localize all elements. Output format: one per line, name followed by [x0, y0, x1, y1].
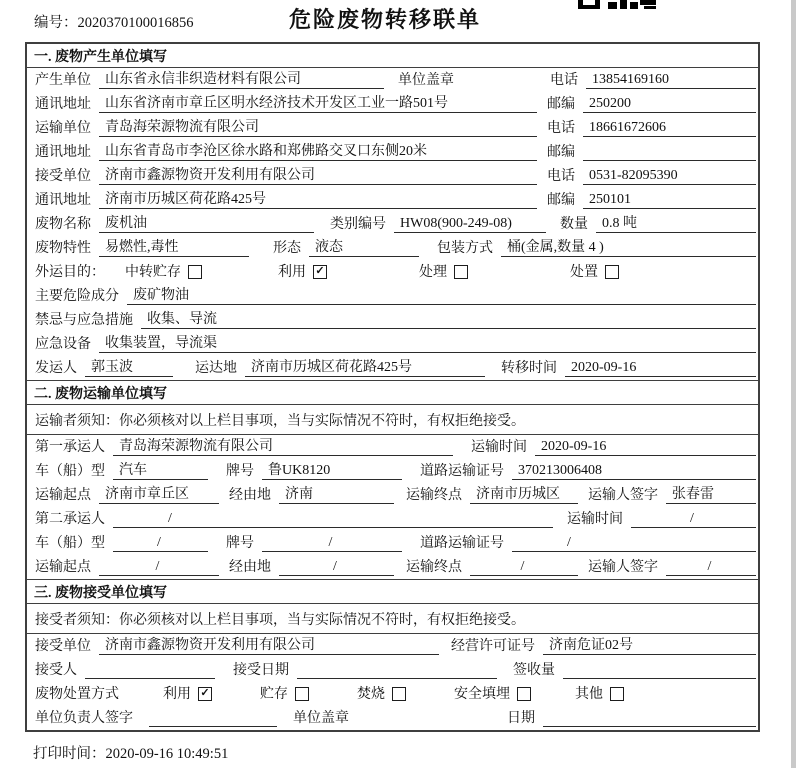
license-value: 济南危证02号: [543, 634, 756, 655]
waste-name-value: 废机油: [99, 212, 314, 233]
equipment-label: 应急设备: [35, 337, 91, 352]
destination-label: 运达地: [195, 361, 237, 376]
first-carrier-value: 青岛海荣源物流有限公司: [113, 435, 453, 456]
row-transporter: [27, 116, 758, 140]
hazard-label: 主要危险成分: [35, 289, 119, 304]
option-label: 利用: [278, 265, 306, 280]
carrier-sign-label: 运输人签字: [588, 488, 658, 503]
zip-label: 邮编: [547, 97, 575, 112]
checkbox-other: [610, 687, 624, 701]
responsible-sign-value: [149, 710, 277, 727]
unit-seal-label: 单位盖章: [293, 711, 349, 726]
checkbox-mark: ✓: [200, 687, 210, 699]
second-carrier-label: 第二承运人: [35, 512, 105, 527]
row-receiver-address: [27, 188, 758, 212]
phone-label: 电话: [550, 73, 578, 88]
category-code: HW08(900-249-08): [394, 216, 546, 233]
vehicle-type-value-2: /: [113, 535, 208, 552]
date-label: 日期: [507, 711, 535, 726]
row-disposal-method: [27, 682, 758, 706]
option-label: 处置: [570, 265, 598, 280]
producer-value: 山东省永信非织造材料有限公司: [99, 68, 384, 89]
route-start-label: 运输起点: [35, 560, 91, 575]
section-producer: [27, 44, 758, 380]
route-via-label: 经由地: [229, 488, 271, 503]
row-vehicle-2: [27, 531, 758, 555]
route-end-value-2: /: [470, 559, 578, 576]
transport-time-label: 运输时间: [471, 440, 527, 455]
option-label: 安全填埋: [454, 687, 510, 702]
transporter-label: 运输单位: [35, 121, 91, 136]
receiver-zip: 250101: [583, 192, 756, 209]
quantity-label: 数量: [560, 217, 588, 232]
row-receiver: [27, 164, 758, 188]
phone-label: 电话: [547, 169, 575, 184]
accept-unit-label: 接受单位: [35, 639, 91, 654]
checkbox-store: [295, 687, 309, 701]
disposal-option-landfill: [454, 683, 531, 703]
manifest-form: [25, 42, 760, 732]
receiver-value: 济南市鑫源物资开发利用有限公司: [99, 164, 537, 185]
emergency-label: 禁忌与应急措施: [35, 313, 133, 328]
signed-qty-value: [563, 662, 756, 679]
disposal-option-utilize: [163, 683, 212, 703]
vehicle-type-value: 汽车: [113, 459, 208, 480]
row-hazard-component: [27, 284, 758, 308]
receiver-address: 济南市历城区荷花路425号: [99, 188, 537, 209]
section-transport: [27, 380, 758, 579]
row-transporter-address: [27, 140, 758, 164]
accept-date-value: [297, 662, 497, 679]
row-emergency-equipment: [27, 332, 758, 356]
row-responsible-sign: [27, 706, 758, 730]
acceptor-label: 接受人: [35, 663, 77, 678]
address-label: 通讯地址: [35, 97, 91, 112]
checkbox-utilize: [198, 687, 212, 701]
waste-property-label: 废物特性: [35, 241, 91, 256]
route-via-value: 济南: [279, 483, 394, 504]
hazard-value: 废矿物油: [127, 284, 756, 305]
permit-label: 道路运输证号: [420, 536, 504, 551]
disposal-option-incinerate: [357, 683, 406, 703]
plate-value-2: /: [262, 535, 402, 552]
page-title: 危险废物转移联单: [288, 7, 481, 32]
plate-label: 牌号: [226, 464, 254, 479]
address-label: 通讯地址: [35, 145, 91, 160]
transport-notice: 运输者须知：你必须核对以上栏目事项，当与实际情况不符时，有权拒绝接受。: [27, 405, 758, 435]
section-receiver: [27, 579, 758, 730]
producer-label: 产生单位: [35, 73, 91, 88]
section-producer-title: 一. 废物产生单位填写: [27, 44, 758, 68]
waste-property-value: 易燃性,毒性: [99, 236, 249, 257]
transporter-address: 山东省青岛市李沧区徐水路和郑佛路交叉口东侧20米: [99, 140, 537, 161]
route-end-value: 济南市历城区: [470, 483, 578, 504]
sender-value: 郭玉波: [85, 356, 173, 377]
license-label: 经营许可证号: [451, 639, 535, 654]
date-value: [543, 710, 756, 727]
serial-label: 编号：: [34, 15, 78, 31]
second-carrier-value: /: [113, 511, 553, 528]
packaging-label: 包装方式: [437, 241, 493, 256]
checkbox-mark: ✓: [315, 265, 325, 277]
option-label: 贮存: [260, 687, 288, 702]
checkbox-landfill: [517, 687, 531, 701]
row-route-1: [27, 483, 758, 507]
row-vehicle-1: [27, 459, 758, 483]
disposal-option-other: [575, 683, 624, 703]
transport-time-value-2: /: [631, 511, 756, 528]
packaging-value: 桶(金属,数量 4 ): [501, 236, 756, 257]
responsible-sign-label: 单位负责人签字: [35, 711, 133, 726]
transporter-value: 青岛海荣源物流有限公司: [99, 116, 537, 137]
accept-date-label: 接受日期: [233, 663, 289, 678]
print-time-label: 打印时间：: [33, 746, 106, 762]
permit-label: 道路运输证号: [420, 464, 504, 479]
carrier-sign-value-2: /: [666, 559, 756, 576]
row-accept-unit: [27, 634, 758, 658]
phone-label: 电话: [547, 121, 575, 136]
waste-name-label: 废物名称: [35, 217, 91, 232]
row-transfer-purpose: [27, 260, 758, 284]
transporter-phone: 18661672606: [583, 120, 756, 137]
category-label: 类别编号: [330, 217, 386, 232]
transport-time-value: 2020-09-16: [535, 439, 756, 456]
checkbox-treat: [454, 265, 468, 279]
transport-time-label: 运输时间: [567, 512, 623, 527]
route-end-label: 运输终点: [406, 488, 462, 503]
checkbox-incinerate: [392, 687, 406, 701]
sender-label: 发运人: [35, 361, 77, 376]
first-carrier-label: 第一承运人: [35, 440, 105, 455]
row-second-carrier: [27, 507, 758, 531]
row-route-2: [27, 555, 758, 579]
purpose-option-dispose: [570, 261, 619, 281]
row-first-carrier: [27, 435, 758, 459]
route-start-label: 运输起点: [35, 488, 91, 503]
equipment-value: 收集装置，导流渠: [99, 332, 756, 353]
row-producer: [27, 68, 758, 92]
option-label: 焚烧: [357, 687, 385, 702]
print-time: [33, 742, 228, 763]
address-label: 通讯地址: [35, 193, 91, 208]
carrier-sign-value: 张春雷: [666, 483, 756, 504]
purpose-option-utilize: [278, 261, 327, 281]
carrier-sign-label: 运输人签字: [588, 560, 658, 575]
purpose-option-storage: [125, 261, 202, 281]
checkbox-storage: [188, 265, 202, 279]
print-time-value: 2020-09-16 10:49:51: [105, 746, 229, 762]
emergency-value: 收集、导流: [141, 308, 756, 329]
route-start-value-2: /: [99, 559, 219, 576]
permit-value-2: /: [512, 535, 756, 552]
purpose-option-treat: [419, 261, 468, 281]
option-label: 其他: [575, 687, 603, 702]
producer-zip: 250200: [583, 96, 756, 113]
section-receiver-title: 三. 废物接受单位填写: [27, 580, 758, 604]
transporter-zip: [583, 144, 756, 161]
producer-address: 山东省济南市章丘区明水经济技术开发区工业一路501号: [99, 92, 537, 113]
receiver-label: 接受单位: [35, 169, 91, 184]
route-start-value: 济南市章丘区: [99, 483, 219, 504]
serial-number: 2020370100016856: [77, 15, 194, 31]
receiver-notice: 接受者须知：你必须核对以上栏目事项，当与实际情况不符时，有权拒绝接受。: [27, 604, 758, 634]
permit-value: 370213006408: [512, 463, 756, 480]
vehicle-type-label: 车（船）型: [35, 536, 105, 551]
row-sender: [27, 356, 758, 380]
checkbox-utilize: [313, 265, 327, 279]
zip-label: 邮编: [547, 193, 575, 208]
quantity-value: 0.8 吨: [596, 212, 756, 233]
right-edge-strip: [791, 0, 796, 768]
section-transport-title: 二. 废物运输单位填写: [27, 381, 758, 405]
accept-unit-value: 济南市鑫源物资开发利用有限公司: [99, 634, 439, 655]
route-via-label: 经由地: [229, 560, 271, 575]
plate-label: 牌号: [226, 536, 254, 551]
row-waste-property: [27, 236, 758, 260]
route-via-value-2: /: [279, 559, 394, 576]
signed-qty-label: 签收量: [513, 663, 555, 678]
seal-label: 单位盖章: [398, 73, 454, 88]
receiver-phone: 0531-82095390: [583, 168, 756, 185]
form-label: 形态: [273, 241, 301, 256]
option-label: 利用: [163, 687, 191, 702]
option-label: 中转贮存: [125, 265, 181, 280]
plate-value: 鲁UK8120: [262, 459, 402, 480]
route-end-label: 运输终点: [406, 560, 462, 575]
zip-label: 邮编: [547, 145, 575, 160]
disposal-option-store: [260, 683, 309, 703]
option-label: 处理: [419, 265, 447, 280]
acceptor-value: [85, 662, 215, 679]
vehicle-type-label: 车（船）型: [35, 464, 105, 479]
row-producer-address: [27, 92, 758, 116]
row-emergency-measures: [27, 308, 758, 332]
row-acceptor: [27, 658, 758, 682]
form-value: 液态: [309, 236, 419, 257]
purpose-label: 外运目的：: [35, 265, 105, 280]
destination-value: 济南市历城区荷花路425号: [245, 356, 485, 377]
transfer-time-value: 2020-09-16: [565, 360, 756, 377]
disposal-label: 废物处置方式: [35, 687, 119, 702]
producer-phone: 13854169160: [586, 72, 756, 89]
row-waste-name: [27, 212, 758, 236]
transfer-time-label: 转移时间: [501, 361, 557, 376]
checkbox-dispose: [605, 265, 619, 279]
